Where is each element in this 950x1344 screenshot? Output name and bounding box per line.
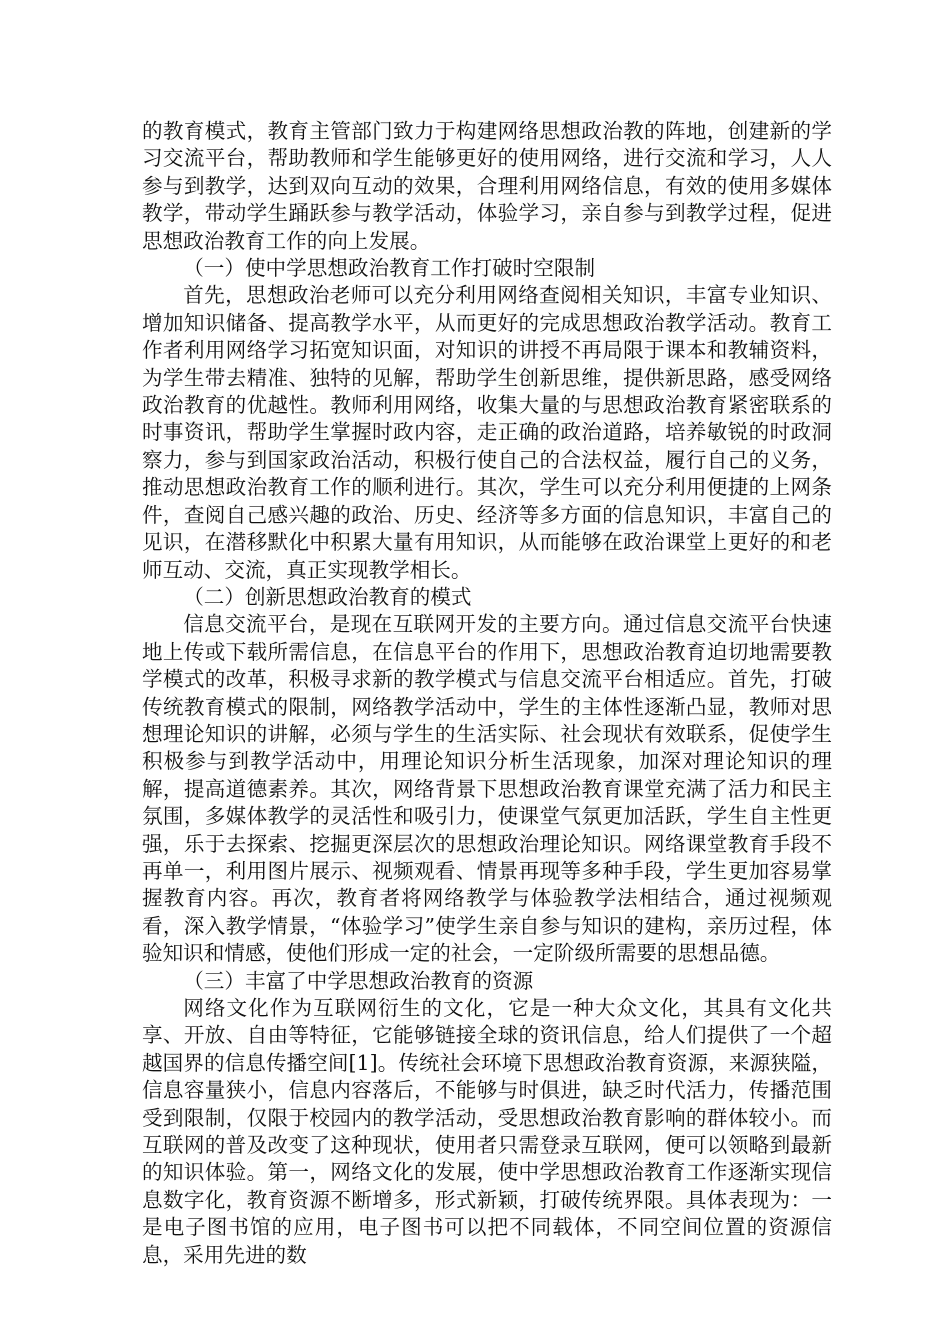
paragraph-section-3: 网络文化作为互联网衍生的文化，它是一种大众文化，其具有文化共享、开放、自由等特征，它能够链接全球的资讯信息，给人们提供了一个超越国界的信息传播空间[1]。传统社会环境下思想政治教育资源，来源狭隘，信息容量狭小，信息内容落后，不能够与时俱进，缺乏时代活力，传播范围受到限制，仅限于校园内的教学活动，受思想政治教育影响的群体较小。而互联网的普及改变了这种现状，使用者只需登录互联网，便可以领略到最新的知识体验。第一，网络文化的发展，使中学思想政治教育工作逐渐实现信息数字化，教育资源不断增多，形式新颖，打破传统界限。具体表现为：一是电子图书馆的应用，电子图书可以把不同载体，不同空间位置的资源信息，采用先进的数: [142, 996, 832, 1267]
section-heading-2: （二）创新思想政治教育的模式: [183, 584, 472, 609]
document-page: [142, 118, 832, 1269]
section-heading-1: （一）使中学思想政治教育工作打破时空限制: [183, 256, 596, 281]
paragraph-section-1: 首先，思想政治老师可以充分利用网络查阅相关知识，丰富专业知识、增加知识储备、提高教学水平，从而更好的完成思想政治教学活动。教育工作者利用网络学习拓宽知识面，对知识的讲授不再局限于课本和教辅资料，为学生带去精准、独特的见解，帮助学生创新思维，提供新思路，感受网络政治教育的优越性。教师利用网络，收集大量的与思想政治教育紧密联系的时事资讯，帮助学生掌握时政内容，走正确的政治道路，培养敏锐的时政洞察力，参与到国家政治活动，积极行使自己的合法权益，履行自己的义务，推动思想政治教育工作的顺利进行。其次，学生可以充分利用便捷的上网条件，查阅自己感兴趣的政治、历史、经济等多方面的信息知识，丰富自己的见识，在潜移默化中积累大量有用知识，从而能够在政治课堂上更好的和老师互动、交流，真正实现教学相长。: [142, 283, 832, 582]
paragraph-section-2: 信息交流平台，是现在互联网开发的主要方向。通过信息交流平台快速地上传或下载所需信息，在信息平台的作用下，思想政治教育迫切地需要教学模式的改革，积极寻求新的教学模式与信息交流平台相适应。首先，打破传统教育模式的限制，网络教学活动中，学生的主体性逐渐凸显，教师对思想理论知识的讲解，必须与学生的生活实际、社会现状有效联系，促使学生积极参与到教学活动中，用理论知识分析生活现象，加深对理论知识的理解，提高道德素养。其次，网络背景下思想政治教育课堂充满了活力和民主氛围，多媒体教学的灵活性和吸引力，使课堂气氛更加活跃，学生自主性更强，乐于去探索、挖掘更深层次的思想政治理论知识。网络课堂教育手段不再单一，利用图片展示、视频观看、情景再现等多种手段，学生更加容易掌握教育内容。再次，教育者将网络教学与体验教学法相结合，通过视频观看，深入教学情景，“体验学习”使学生亲自参与知识的建构，亲历过程，体验知识和情感，使他们形成一定的社会，一定阶级所需要的思想品德。: [142, 612, 832, 966]
paragraph-intro-continuation: 的教育模式，教育主管部门致力于构建网络思想政治教的阵地，创建新的学习交流平台，帮助教师和学生能够更好的使用网络，进行交流和学习，人人参与到教学，达到双向互动的效果，合理利用网络信息，有效的使用多媒体教学，带动学生踊跃参与教学活动，体验学习，亲自参与到教学过程，促进思想政治教育工作的向上发展。: [142, 119, 832, 253]
section-heading-3: （三）丰富了中学思想政治教育的资源: [183, 968, 534, 993]
